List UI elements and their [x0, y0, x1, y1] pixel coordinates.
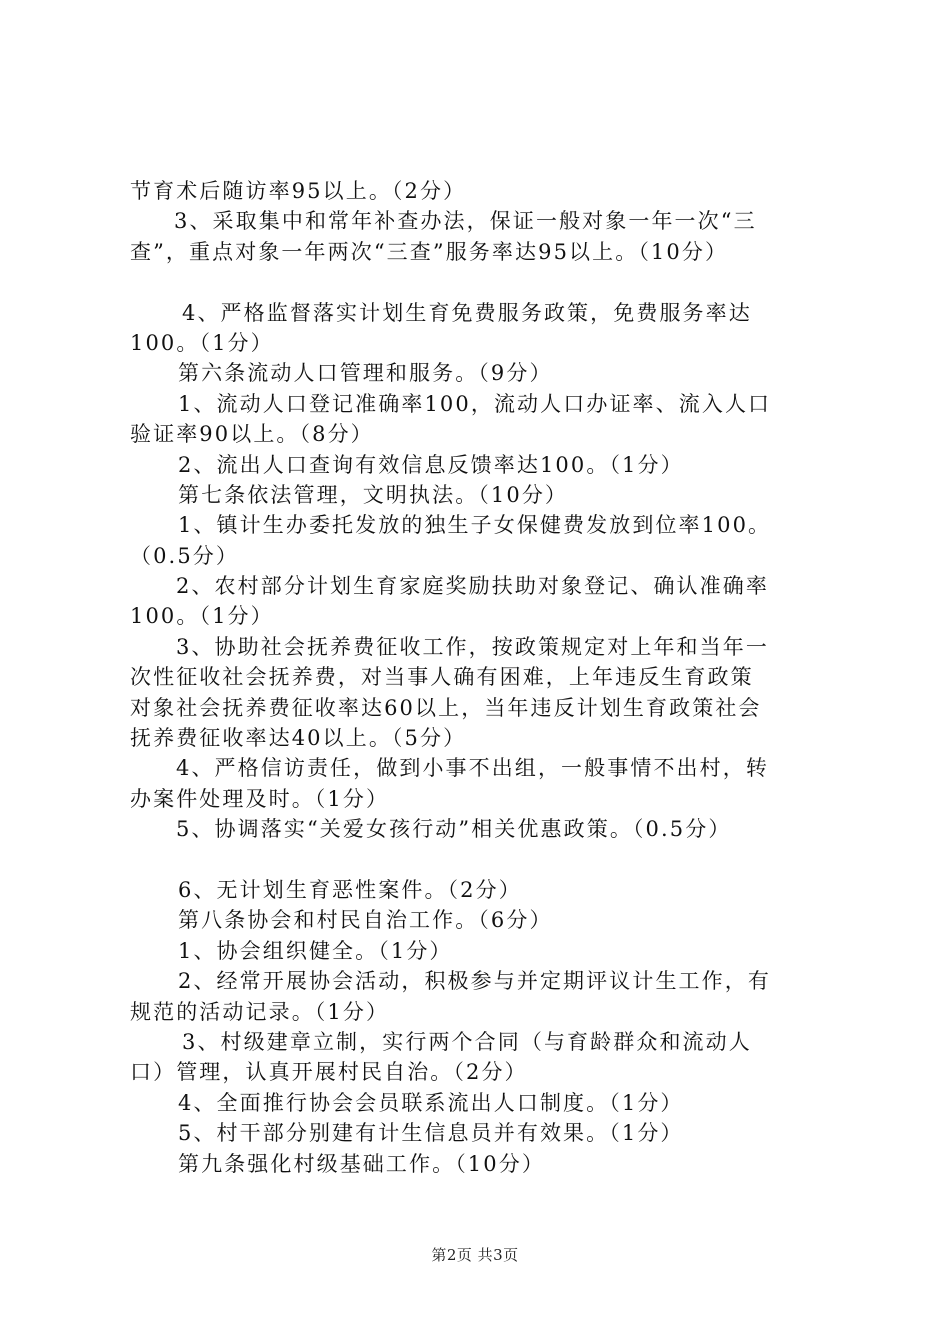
text-line: 5、村干部分别建有计生信息员并有效果。（1分） [178, 1121, 684, 1146]
text-line: 1、协会组织健全。（1分） [178, 938, 453, 963]
text-line: 对象社会抚养费征收率达60以上，当年违反计划生育政策社会 [130, 695, 762, 720]
text-line: 1、镇计生办委托发放的独生子女保健费发放到位率100。 [178, 513, 772, 538]
text-line: 口）管理，认真开展村民自治。（2分） [130, 1060, 528, 1085]
text-line: 100。（1分） [130, 330, 274, 355]
paragraph-gap [130, 267, 830, 297]
text-line: 3、采取集中和常年补查办法，保证一般对象一年一次“三 [174, 209, 757, 234]
text-line: 4、全面推行协会会员联系流出人口制度。（1分） [178, 1090, 684, 1115]
text-line: 节育术后随访率95以上。（2分） [130, 179, 467, 203]
text-line: 办案件处理及时。（1分） [130, 786, 390, 811]
document-body [130, 176, 830, 1179]
text-line: 第六条流动人口管理和服务。（9分） [178, 361, 553, 386]
text-line: 6、无计划生育恶性案件。（2分） [178, 877, 522, 902]
text-line: 次性征收社会抚养费，对当事人确有困难，上年违反生育政策 [130, 665, 754, 690]
text-line: 100。（1分） [130, 604, 274, 629]
paragraph-gap [130, 845, 830, 875]
text-line: 3、村级建章立制，实行两个合同（与育龄群众和流动人 [182, 1029, 752, 1054]
text-line: 3、协助社会抚养费征收工作，按政策规定对上年和当年一 [176, 634, 769, 659]
text-line: 抚养费征收率达40以上。（5分） [130, 726, 467, 751]
text-line: 1、流动人口登记准确率100，流动人口办证率、流入人口 [178, 391, 772, 416]
text-line: 2、农村部分计划生育家庭奖励扶助对象登记、确认准确率 [176, 574, 769, 599]
text-line: 查”，重点对象一年两次“三查”服务率达95以上。（10分） [130, 239, 729, 264]
text-line: 第七条依法管理，文明执法。（10分） [178, 482, 569, 507]
text-line: 2、流出人口查询有效信息反馈率达100。（1分） [178, 452, 684, 477]
text-line: （0.5分） [130, 543, 239, 568]
text-line: 2、经常开展协会活动，积极参与并定期评议计生工作，有 [178, 969, 771, 994]
text-line: 验证率90以上。（8分） [130, 422, 374, 447]
text-line: 第八条协会和村民自治工作。（6分） [178, 908, 553, 933]
text-line: 规范的活动记录。（1分） [130, 999, 390, 1024]
text-line: 4、严格监督落实计划生育免费服务政策，免费服务率达 [182, 300, 752, 325]
page-footer: 第2页 共3页 [431, 1246, 519, 1264]
text-line: 第九条强化村级基础工作。（10分） [178, 1151, 545, 1176]
text-line: 5、协调落实“关爱女孩行动”相关优惠政策。（0.5分） [176, 817, 732, 842]
text-line: 4、严格信访责任，做到小事不出组，一般事情不出村，转 [176, 756, 769, 781]
